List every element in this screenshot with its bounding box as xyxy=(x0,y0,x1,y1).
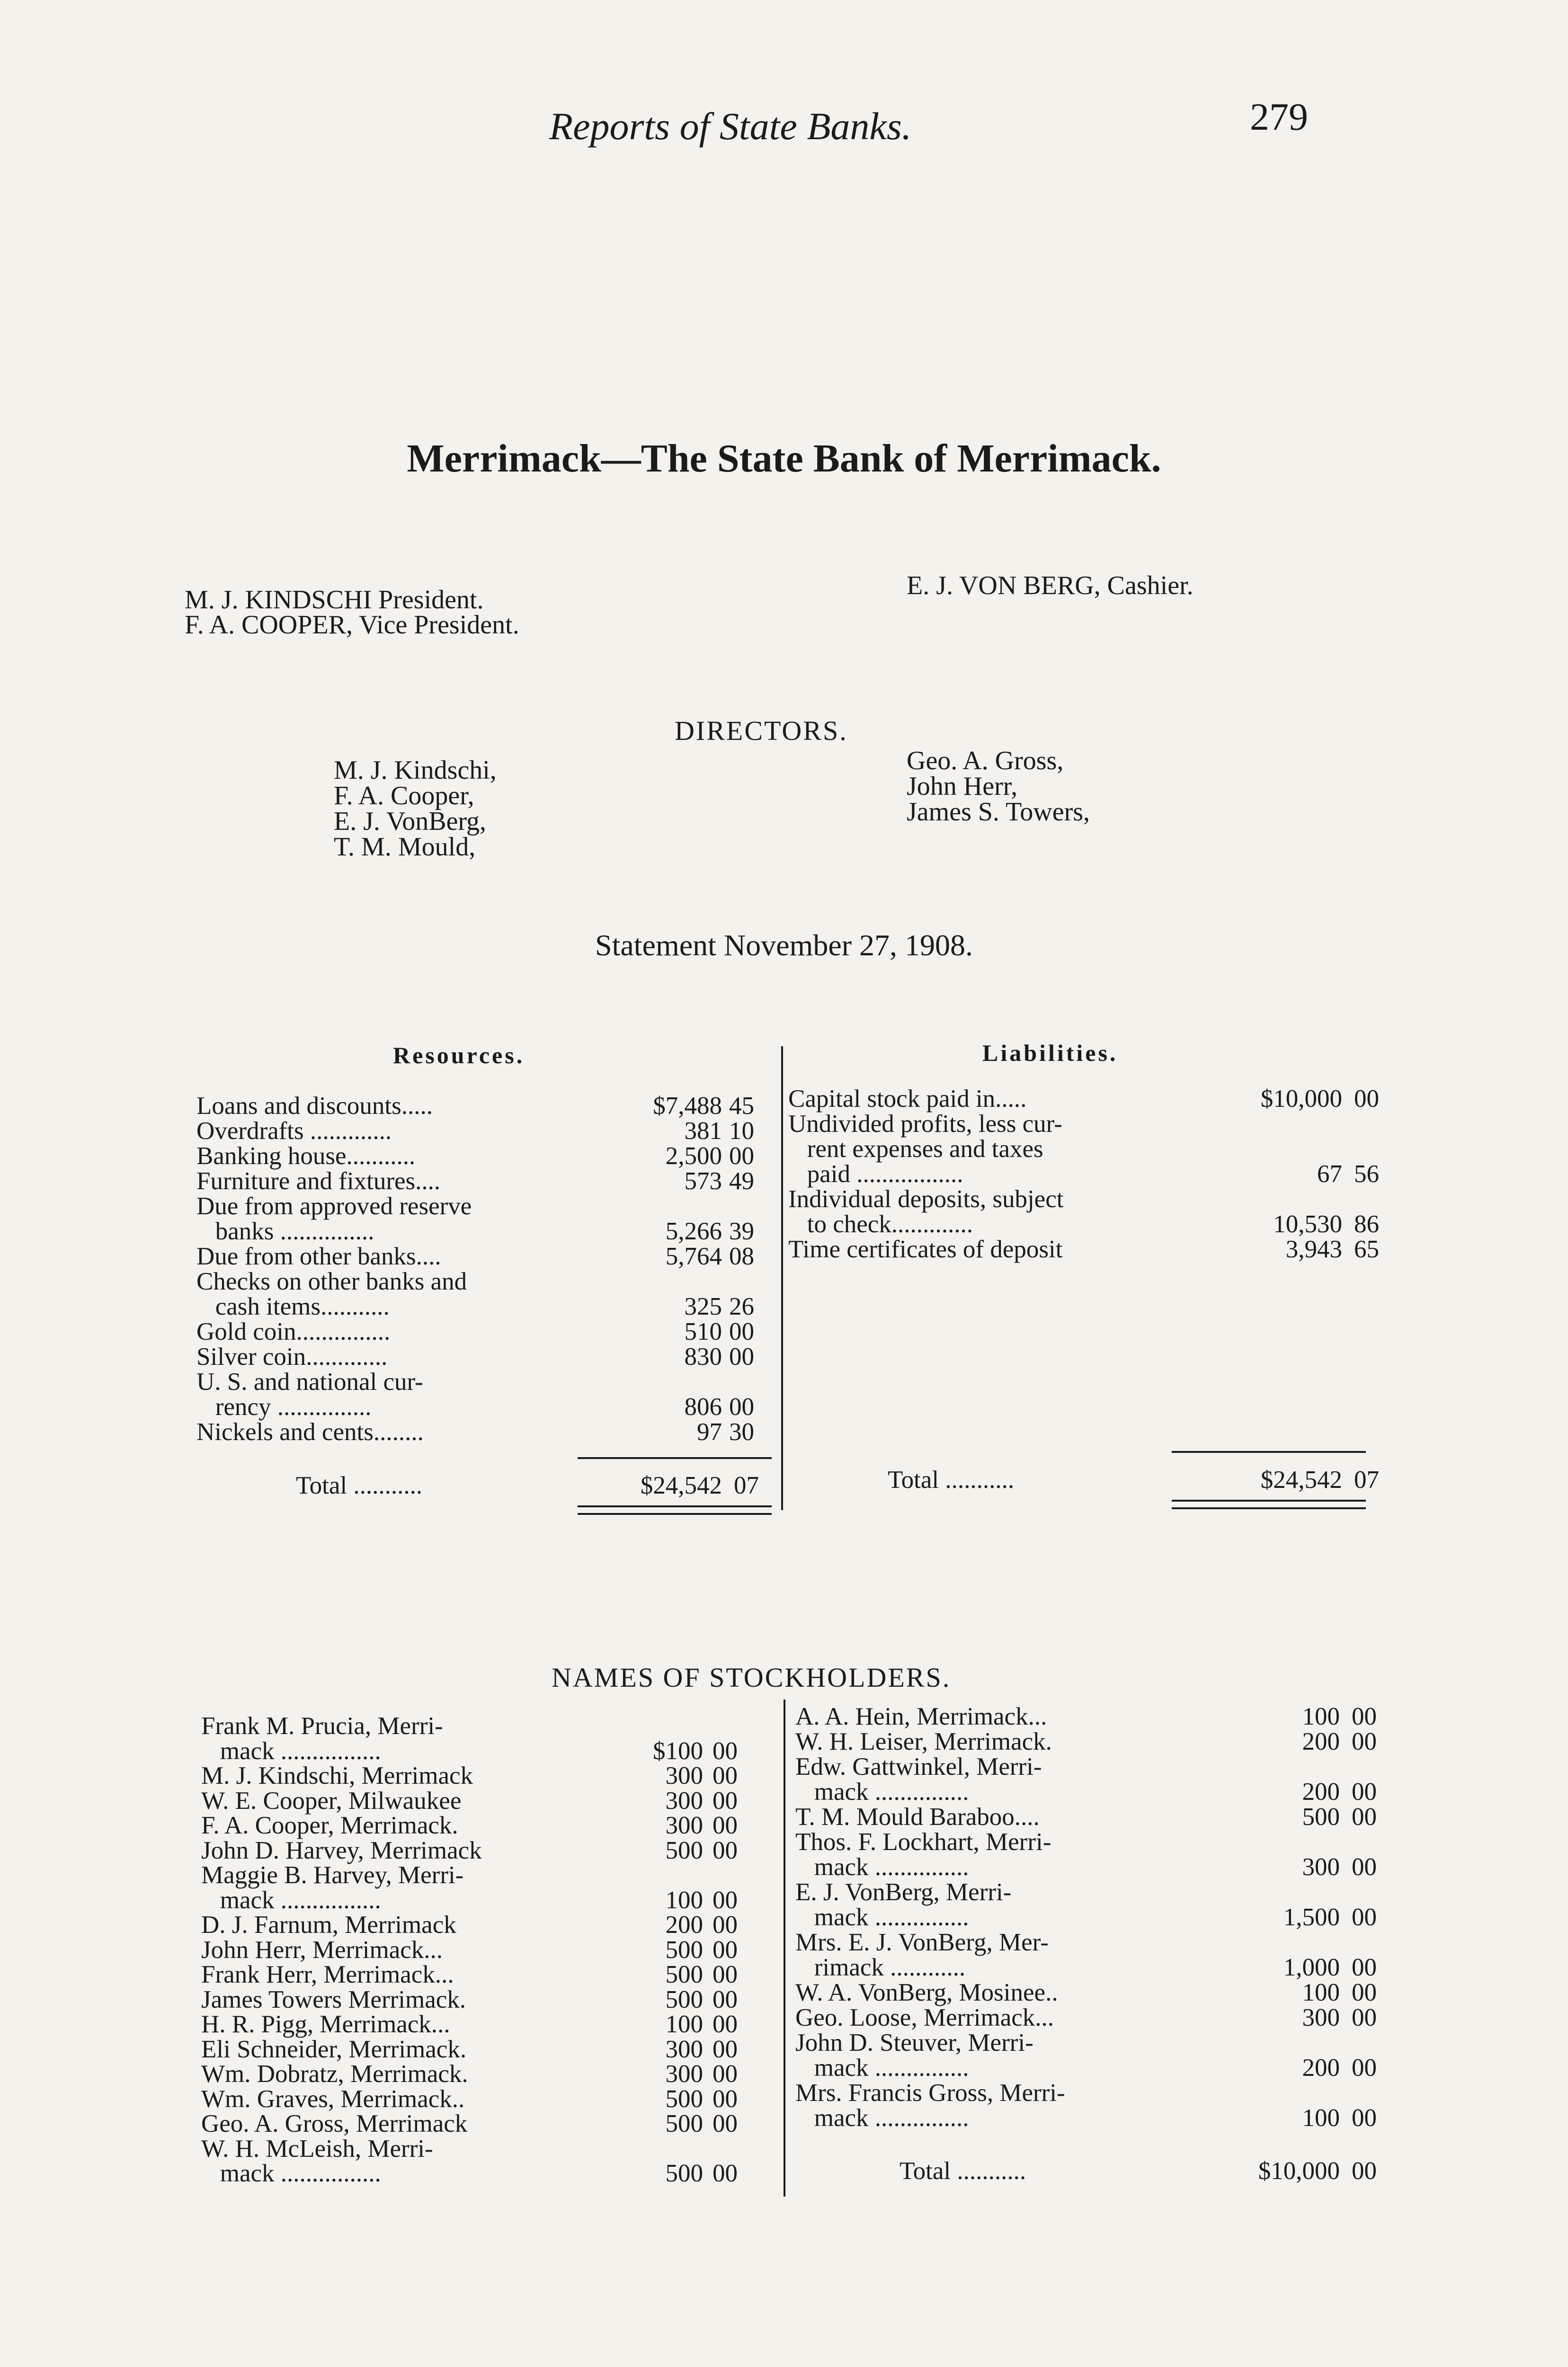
row-cents: 00 xyxy=(729,1393,754,1421)
row-dollars: $10,000 xyxy=(1260,1085,1342,1112)
row-label: Mrs. E. J. VonBerg, Mer- xyxy=(795,1929,1049,1956)
row-dollars: 100 xyxy=(1302,2104,1340,2132)
row-dollars: 500 xyxy=(665,1936,703,1964)
liabilities-double-rule xyxy=(1172,1500,1366,1502)
row-label: F. A. Cooper, Merrimack. xyxy=(201,1812,458,1839)
liabilities-total-rule xyxy=(1172,1451,1366,1453)
row-cents: 00 xyxy=(1352,2054,1377,2082)
row-dollars: 500 xyxy=(665,1836,703,1864)
row-dollars: 500 xyxy=(1302,1803,1340,1831)
row-dollars: $100 xyxy=(653,1737,703,1765)
row-label: W. E. Cooper, Milwaukee xyxy=(201,1787,462,1815)
row-cents: 00 xyxy=(1352,2104,1377,2132)
row-dollars: 300 xyxy=(665,2035,703,2063)
row-cents: 65 xyxy=(1354,1236,1379,1263)
total-label: Total ........... xyxy=(296,1472,423,1499)
row-cents: 00 xyxy=(1352,1778,1377,1806)
total-label: Total ........... xyxy=(900,2157,1026,2185)
row-dollars: 10,530 xyxy=(1273,1210,1342,1238)
row-label: U. S. and national cur- xyxy=(196,1368,423,1396)
row-dollars: 500 xyxy=(665,2160,703,2187)
row-dollars: 1,500 xyxy=(1283,1904,1340,1931)
row-label: D. J. Farnum, Merrimack xyxy=(201,1911,456,1939)
row-label: Wm. Dobratz, Merrimack. xyxy=(201,2060,468,2088)
row-dollars: 100 xyxy=(1302,1703,1340,1730)
row-dollars: 300 xyxy=(665,1812,703,1839)
row-label: mack ................ xyxy=(201,2160,381,2187)
row-label: mack ............... xyxy=(795,1904,969,1931)
director-name: Geo. A. Gross, xyxy=(907,746,1064,775)
row-dollars: 325 xyxy=(684,1293,722,1320)
resources-heading: Resources. xyxy=(393,1042,525,1068)
row-cents: 00 xyxy=(1352,1979,1377,2006)
row-label: Maggie B. Harvey, Merri- xyxy=(201,1861,464,1889)
row-cents: 00 xyxy=(713,2110,738,2137)
row-cents: 10 xyxy=(729,1117,754,1145)
row-dollars: 500 xyxy=(665,2110,703,2137)
row-label: Undivided profits, less cur- xyxy=(788,1110,1062,1138)
director-name: James S. Towers, xyxy=(907,797,1090,827)
row-label: Loans and discounts..... xyxy=(196,1092,433,1120)
row-label: Thos. F. Lockhart, Merri- xyxy=(795,1828,1051,1856)
row-dollars: 2,500 xyxy=(665,1142,722,1170)
row-label: Frank Herr, Merrimack... xyxy=(201,1961,454,1988)
row-label: rency ............... xyxy=(196,1393,372,1421)
row-cents: 00 xyxy=(713,1787,738,1815)
row-label: A. A. Hein, Merrimack... xyxy=(795,1703,1047,1730)
row-dollars: 67 xyxy=(1317,1160,1342,1188)
total-cents: 07 xyxy=(1354,1466,1379,1494)
row-cents: 00 xyxy=(1352,1703,1377,1730)
total-dollars: $24,542 xyxy=(640,1472,722,1499)
row-dollars: 300 xyxy=(665,2060,703,2088)
row-label: mack ............... xyxy=(795,1853,969,1881)
row-cents: 08 xyxy=(729,1243,754,1270)
liabilities-double-rule xyxy=(1172,1507,1366,1509)
row-label: John D. Harvey, Merrimack xyxy=(201,1836,482,1864)
total-dollars: $24,542 xyxy=(1260,1466,1342,1494)
row-cents: 26 xyxy=(729,1293,754,1320)
director-name: T. M. Mould, xyxy=(334,832,476,862)
total-dollars: $10,000 xyxy=(1258,2157,1340,2185)
row-dollars: 3,943 xyxy=(1285,1236,1342,1263)
row-cents: 00 xyxy=(713,1936,738,1964)
row-cents: 00 xyxy=(713,1911,738,1939)
row-label: Checks on other banks and xyxy=(196,1268,467,1295)
row-cents: 00 xyxy=(713,2035,738,2063)
resources-double-rule xyxy=(578,1505,772,1507)
directors-left xyxy=(334,757,497,860)
row-label: Gold coin............... xyxy=(196,1318,391,1345)
row-dollars: 1,000 xyxy=(1283,1954,1340,1981)
row-cents: 00 xyxy=(713,1812,738,1839)
row-dollars: 300 xyxy=(665,1762,703,1789)
resources-double-rule xyxy=(578,1513,772,1515)
row-label: mack ............... xyxy=(795,2104,969,2132)
row-cents: 49 xyxy=(729,1167,754,1195)
row-cents: 00 xyxy=(713,1886,738,1914)
row-dollars: 5,266 xyxy=(665,1218,722,1245)
row-label: Nickels and cents........ xyxy=(196,1418,424,1446)
row-dollars: 200 xyxy=(1302,1778,1340,1806)
row-cents: 00 xyxy=(1352,2004,1377,2031)
row-label: to check............. xyxy=(788,1210,973,1238)
row-label: Eli Schneider, Merrimack. xyxy=(201,2035,467,2063)
row-label: Time certificates of deposit xyxy=(788,1236,1063,1263)
row-cents: 00 xyxy=(1352,1728,1377,1755)
row-dollars: 200 xyxy=(665,1911,703,1939)
row-label: Frank M. Prucia, Merri- xyxy=(201,1712,443,1740)
row-label: Mrs. Francis Gross, Merri- xyxy=(795,2079,1065,2107)
row-label: Furniture and fixtures.... xyxy=(196,1167,441,1195)
row-dollars: 97 xyxy=(697,1418,722,1446)
row-cents: 86 xyxy=(1354,1210,1379,1238)
row-label: mack ............... xyxy=(795,2054,969,2082)
row-cents: 00 xyxy=(713,2060,738,2088)
row-cents: 00 xyxy=(713,2085,738,2113)
row-dollars: 100 xyxy=(665,2011,703,2038)
row-cents: 30 xyxy=(729,1418,754,1446)
row-cents: 00 xyxy=(1352,1853,1377,1881)
row-label: W. A. VonBerg, Mosinee.. xyxy=(795,1979,1058,2006)
director-name: F. A. Cooper, xyxy=(334,781,474,810)
row-cents: 00 xyxy=(1352,1954,1377,1981)
total-cents: 00 xyxy=(1352,2157,1377,2185)
row-dollars: 200 xyxy=(1302,2054,1340,2082)
column-divider xyxy=(781,1046,783,1510)
row-label: E. J. VonBerg, Merri- xyxy=(795,1878,1012,1906)
row-cents: 00 xyxy=(729,1318,754,1345)
row-cents: 00 xyxy=(713,1961,738,1988)
row-dollars: 100 xyxy=(665,1886,703,1914)
row-label: Overdrafts ............. xyxy=(196,1117,392,1145)
row-label: Capital stock paid in..... xyxy=(788,1085,1027,1112)
row-label: Geo. Loose, Merrimack... xyxy=(795,2004,1054,2031)
row-dollars: 5,764 xyxy=(665,1243,722,1270)
row-cents: 00 xyxy=(729,1142,754,1170)
row-dollars: 300 xyxy=(1302,2004,1340,2031)
director-name: E. J. VonBerg, xyxy=(334,807,487,836)
stockholders-heading: NAMES OF STOCKHOLDERS. xyxy=(552,1662,951,1693)
row-label: Geo. A. Gross, Merrimack xyxy=(201,2110,468,2137)
row-cents: 00 xyxy=(713,2011,738,2038)
row-label: W. H. McLeish, Merri- xyxy=(201,2135,433,2162)
row-cents: 00 xyxy=(713,1836,738,1864)
resources-total-rule xyxy=(578,1457,772,1459)
row-cents: 00 xyxy=(729,1343,754,1370)
total-label: Total ........... xyxy=(888,1466,1015,1494)
row-label: John Herr, Merrimack... xyxy=(201,1936,443,1964)
officer-president: M. J. KINDSCHI President. xyxy=(185,585,484,614)
row-label: rent expenses and taxes xyxy=(788,1135,1043,1163)
row-dollars: 830 xyxy=(684,1343,722,1370)
row-dollars: 510 xyxy=(684,1318,722,1345)
row-label: paid ................. xyxy=(788,1160,963,1188)
officer-cashier: E. J. VON BERG, Cashier. xyxy=(907,571,1194,600)
row-dollars: 806 xyxy=(684,1393,722,1421)
row-dollars: 300 xyxy=(665,1787,703,1815)
row-label: Due from other banks.... xyxy=(196,1243,441,1270)
row-cents: 00 xyxy=(713,1762,738,1789)
row-label: mack ................ xyxy=(201,1886,381,1914)
running-title: Reports of State Banks. xyxy=(549,105,912,148)
row-label: rimack ............ xyxy=(795,1954,966,1981)
officer-vice-president: F. A. COOPER, Vice President. xyxy=(185,610,519,640)
row-cents: 00 xyxy=(1352,1803,1377,1831)
row-label: W. H. Leiser, Merrimack. xyxy=(795,1728,1052,1755)
row-cents: 00 xyxy=(713,2160,738,2187)
row-label: Due from approved reserve xyxy=(196,1192,472,1220)
liabilities-heading: Liabilities. xyxy=(982,1040,1118,1066)
row-label: Edw. Gattwinkel, Merri- xyxy=(795,1753,1042,1780)
row-dollars: $7,488 xyxy=(653,1092,722,1120)
row-label: H. R. Pigg, Merrimack... xyxy=(201,2011,450,2038)
row-dollars: 300 xyxy=(1302,1853,1340,1881)
row-label: banks ............... xyxy=(196,1218,374,1245)
stockholders-divider xyxy=(784,1700,785,2197)
row-dollars: 200 xyxy=(1302,1728,1340,1755)
row-label: Banking house........... xyxy=(196,1142,416,1170)
row-dollars: 500 xyxy=(665,1985,703,2013)
row-label: Wm. Graves, Merrimack.. xyxy=(201,2085,465,2113)
directors-right xyxy=(907,748,1090,825)
row-cents: 00 xyxy=(713,1737,738,1765)
row-dollars: 573 xyxy=(684,1167,722,1195)
row-dollars: 100 xyxy=(1302,1979,1340,2006)
row-label: Silver coin............. xyxy=(196,1343,388,1370)
row-label: mack ............... xyxy=(795,1778,969,1806)
row-dollars: 381 xyxy=(684,1117,722,1145)
row-label: M. J. Kindschi, Merrimack xyxy=(201,1762,473,1789)
row-cents: 45 xyxy=(729,1092,754,1120)
row-label: mack ................ xyxy=(201,1737,381,1765)
row-dollars: 500 xyxy=(665,2085,703,2113)
row-dollars: 500 xyxy=(665,1961,703,1988)
director-name: M. J. Kindschi, xyxy=(334,756,497,785)
row-label: T. M. Mould Baraboo.... xyxy=(795,1803,1040,1831)
director-name: John Herr, xyxy=(907,772,1018,801)
row-cents: 00 xyxy=(713,1985,738,2013)
row-cents: 56 xyxy=(1354,1160,1379,1188)
row-label: James Towers Merrimack. xyxy=(201,1985,466,2013)
directors-heading: DIRECTORS. xyxy=(675,715,848,746)
row-label: John D. Steuver, Merri- xyxy=(795,2029,1033,2056)
row-label: Individual deposits, subject xyxy=(788,1185,1064,1213)
row-cents: 00 xyxy=(1354,1085,1379,1112)
row-cents: 00 xyxy=(1352,1904,1377,1931)
row-label: cash items........... xyxy=(196,1293,390,1320)
page-number: 279 xyxy=(1250,95,1308,138)
bank-title: Merrimack—The State Bank of Merrimack. xyxy=(407,436,1161,481)
statement-title: Statement November 27, 1908. xyxy=(595,928,973,962)
total-cents: 07 xyxy=(734,1472,759,1499)
row-cents: 39 xyxy=(729,1218,754,1245)
